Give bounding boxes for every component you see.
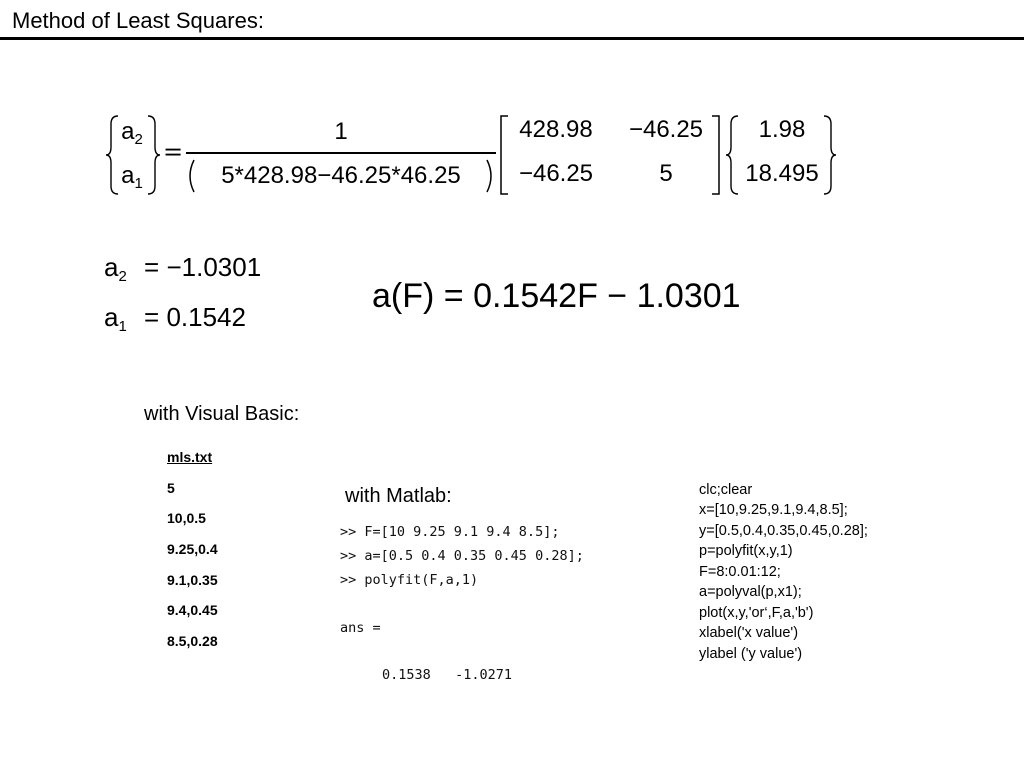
lhs-a1: $a_1$: [121, 162, 143, 192]
vb-file-line: 5: [167, 480, 175, 496]
page-title: Method of Least Squares:: [12, 8, 264, 33]
vb-file-line: 9.4,0.45: [167, 602, 218, 618]
lhs-a2: $a_2$: [121, 118, 143, 148]
code-line: clc;clear: [699, 482, 753, 498]
code-line: y=[0.5,0.4,0.35,0.45,0.28];: [699, 523, 868, 539]
code-line: a=polyval(p,x1);: [699, 584, 802, 600]
code-line: xlabel('x value'): [699, 625, 799, 641]
matrix-cell-12: −46.25: [628, 116, 704, 143]
matrix-equation: [0, 100, 1024, 210]
fraction-numerator: 1: [334, 118, 348, 145]
vb-file-line: 8.5,0.28: [167, 633, 218, 649]
rhs-value-2: 18.495: [745, 160, 819, 187]
code-line: F=8:0.01:12;: [699, 564, 781, 580]
rhs-value-1: 1.98: [758, 116, 806, 143]
matrix-bracket-close: [710, 114, 722, 196]
code-line: x=[10,9.25,9.1,9.4,8.5];: [699, 502, 848, 518]
code-line: ylabel ('y value'): [699, 646, 803, 662]
vb-file-line: 9.25,0.4: [167, 541, 218, 557]
console-line: >> a=[0.5 0.4 0.35 0.45 0.28];: [340, 548, 584, 564]
result-a1: $a_1 = 0.1542$: [104, 302, 246, 335]
vb-file-name: mls.txt: [167, 449, 213, 465]
code-line: p=polyfit(x,y,1): [699, 543, 793, 559]
vb-file-line: 10,0.5: [167, 510, 206, 526]
rhs-brace-close: [822, 114, 838, 196]
code-line: plot(x,y,'or‘,F,a,'b'): [699, 605, 814, 621]
console-ans-label: ans =: [340, 620, 381, 636]
title-divider: [0, 37, 1024, 40]
result-a2: $a_2 = -1.0301$: [104, 252, 262, 285]
fit-equation: a(F) = 0.1542F − 1.0301: [372, 277, 741, 315]
matlab-heading: with Matlab:: [345, 485, 452, 507]
console-ans-values: 0.1538 -1.0271: [382, 667, 513, 683]
matrix-cell-11: 428.98: [519, 116, 593, 143]
visual-basic-heading: with Visual Basic:: [144, 403, 300, 425]
matrix-cell-22: 5: [659, 160, 673, 187]
vb-file-line: 9.1,0.35: [167, 572, 218, 588]
console-line: >> F=[10 9.25 9.1 9.4 8.5];: [340, 524, 560, 540]
paren-close: [485, 158, 497, 194]
equals-sign: =: [162, 138, 184, 166]
fraction-denominator: 5*428.98−46.25*46.25: [221, 162, 461, 189]
fraction-bar: [186, 152, 496, 154]
console-line: >> polyfit(F,a,1): [340, 572, 479, 588]
matrix-cell-21: −46.25: [518, 160, 594, 187]
